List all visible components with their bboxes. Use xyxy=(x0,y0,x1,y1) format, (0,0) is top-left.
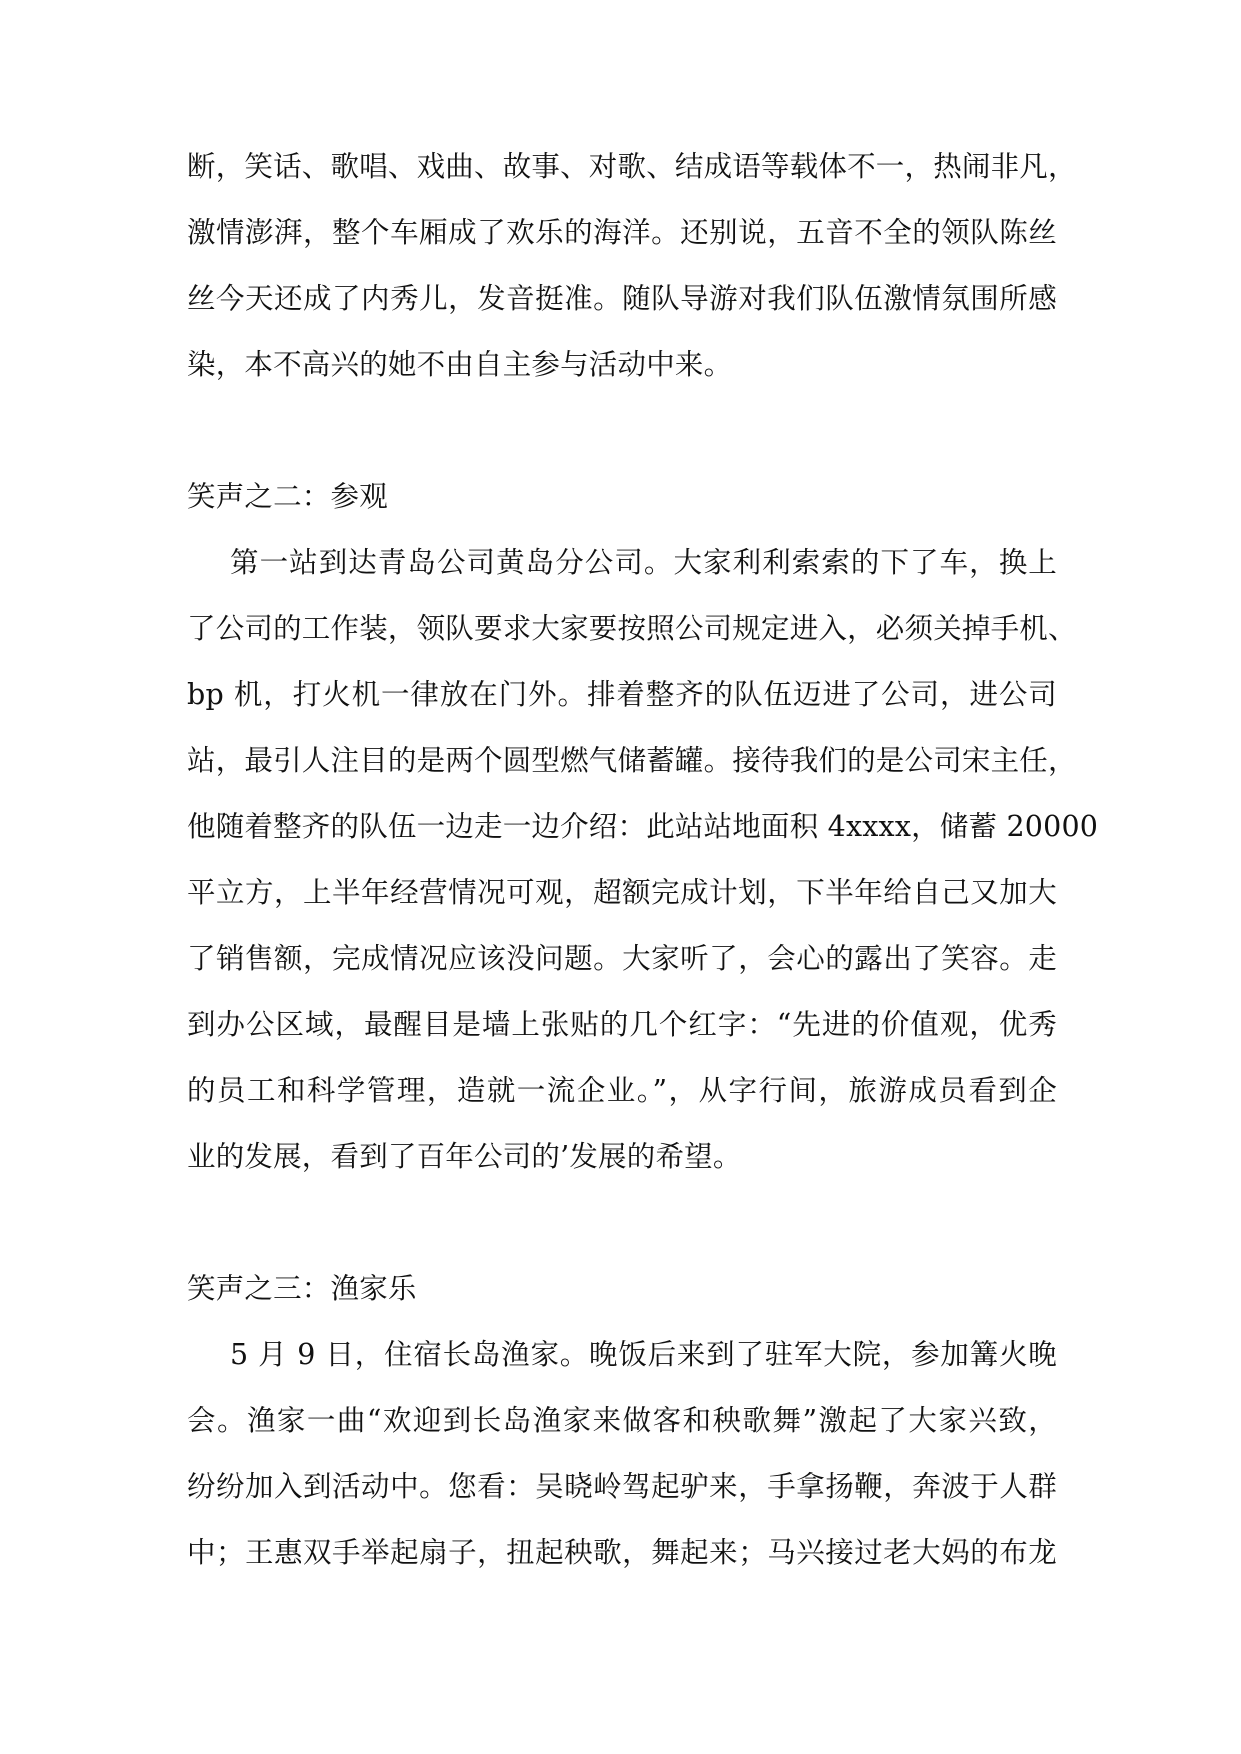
paragraph-2-line-2: 了公司的工作装，领队要求大家要按照公司规定进入，必须关掉手机、 xyxy=(187,612,1077,645)
paragraph-2-line-9: 的员工和科学管理，造就一流企业。”，从字行间，旅游成员看到企 xyxy=(187,1074,1057,1107)
paragraph-3-line-4: 中；王惠双手举起扇子，扭起秧歌，舞起来；马兴接过老大妈的布龙 xyxy=(187,1536,1057,1569)
paragraph-3-line-2: 会。渔家一曲“欢迎到长岛渔家来做客和秧歌舞”激起了大家兴致， xyxy=(187,1404,1057,1437)
paragraph-1-line-1: 断，笑话、歌唱、戏曲、故事、对歌、结成语等载体不一，热闹非凡， xyxy=(187,150,1077,183)
paragraph-2-line-10: 业的发展，看到了百年公司的’发展的希望。 xyxy=(187,1140,742,1173)
paragraph-2-line-6: 平立方，上半年经营情况可观，超额完成计划，下半年给自己又加大 xyxy=(187,876,1057,909)
paragraph-2-line-4: 站，最引人注目的是两个圆型燃气储蓄罐。接待我们的是公司宋主任， xyxy=(187,744,1077,777)
paragraph-2-line-3: bp 机，打火机一律放在门外。排着整齐的队伍迈进了公司，进公司 xyxy=(187,678,1057,711)
paragraph-3-line-3: 纷纷加入到活动中。您看：吴晓岭驾起驴来，手拿扬鞭，奔波于人群 xyxy=(187,1470,1057,1503)
paragraph-2-line-7: 了销售额，完成情况应该没问题。大家听了，会心的露出了笑容。走 xyxy=(187,942,1057,975)
paragraph-2-line-5: 他随着整齐的队伍一边走一边介绍：此站站地面积 4xxxx，储蓄 20000 xyxy=(187,810,1099,843)
paragraph-1-line-3: 丝今天还成了内秀儿，发音挺准。随队导游对我们队伍激情氛围所感 xyxy=(187,282,1057,315)
section-heading-2: 笑声之二：参观 xyxy=(187,480,388,513)
paragraph-1-line-2: 激情澎湃，整个车厢成了欢乐的海洋。还别说，五音不全的领队陈丝 xyxy=(187,216,1057,249)
section-heading-3: 笑声之三：渔家乐 xyxy=(187,1272,417,1305)
paragraph-2-line-8: 到办公区域，最醒目是墙上张贴的几个红字：“先进的价值观，优秀 xyxy=(187,1008,1057,1041)
paragraph-1-line-4: 染，本不高兴的她不由自主参与活动中来。 xyxy=(187,348,733,381)
paragraph-2-line-1: 第一站到达青岛公司黄岛分公司。大家利利索索的下了车，换上 xyxy=(230,546,1057,579)
paragraph-3-line-1: 5 月 9 日，住宿长岛渔家。晚饭后来到了驻军大院，参加篝火晚 xyxy=(230,1338,1057,1371)
